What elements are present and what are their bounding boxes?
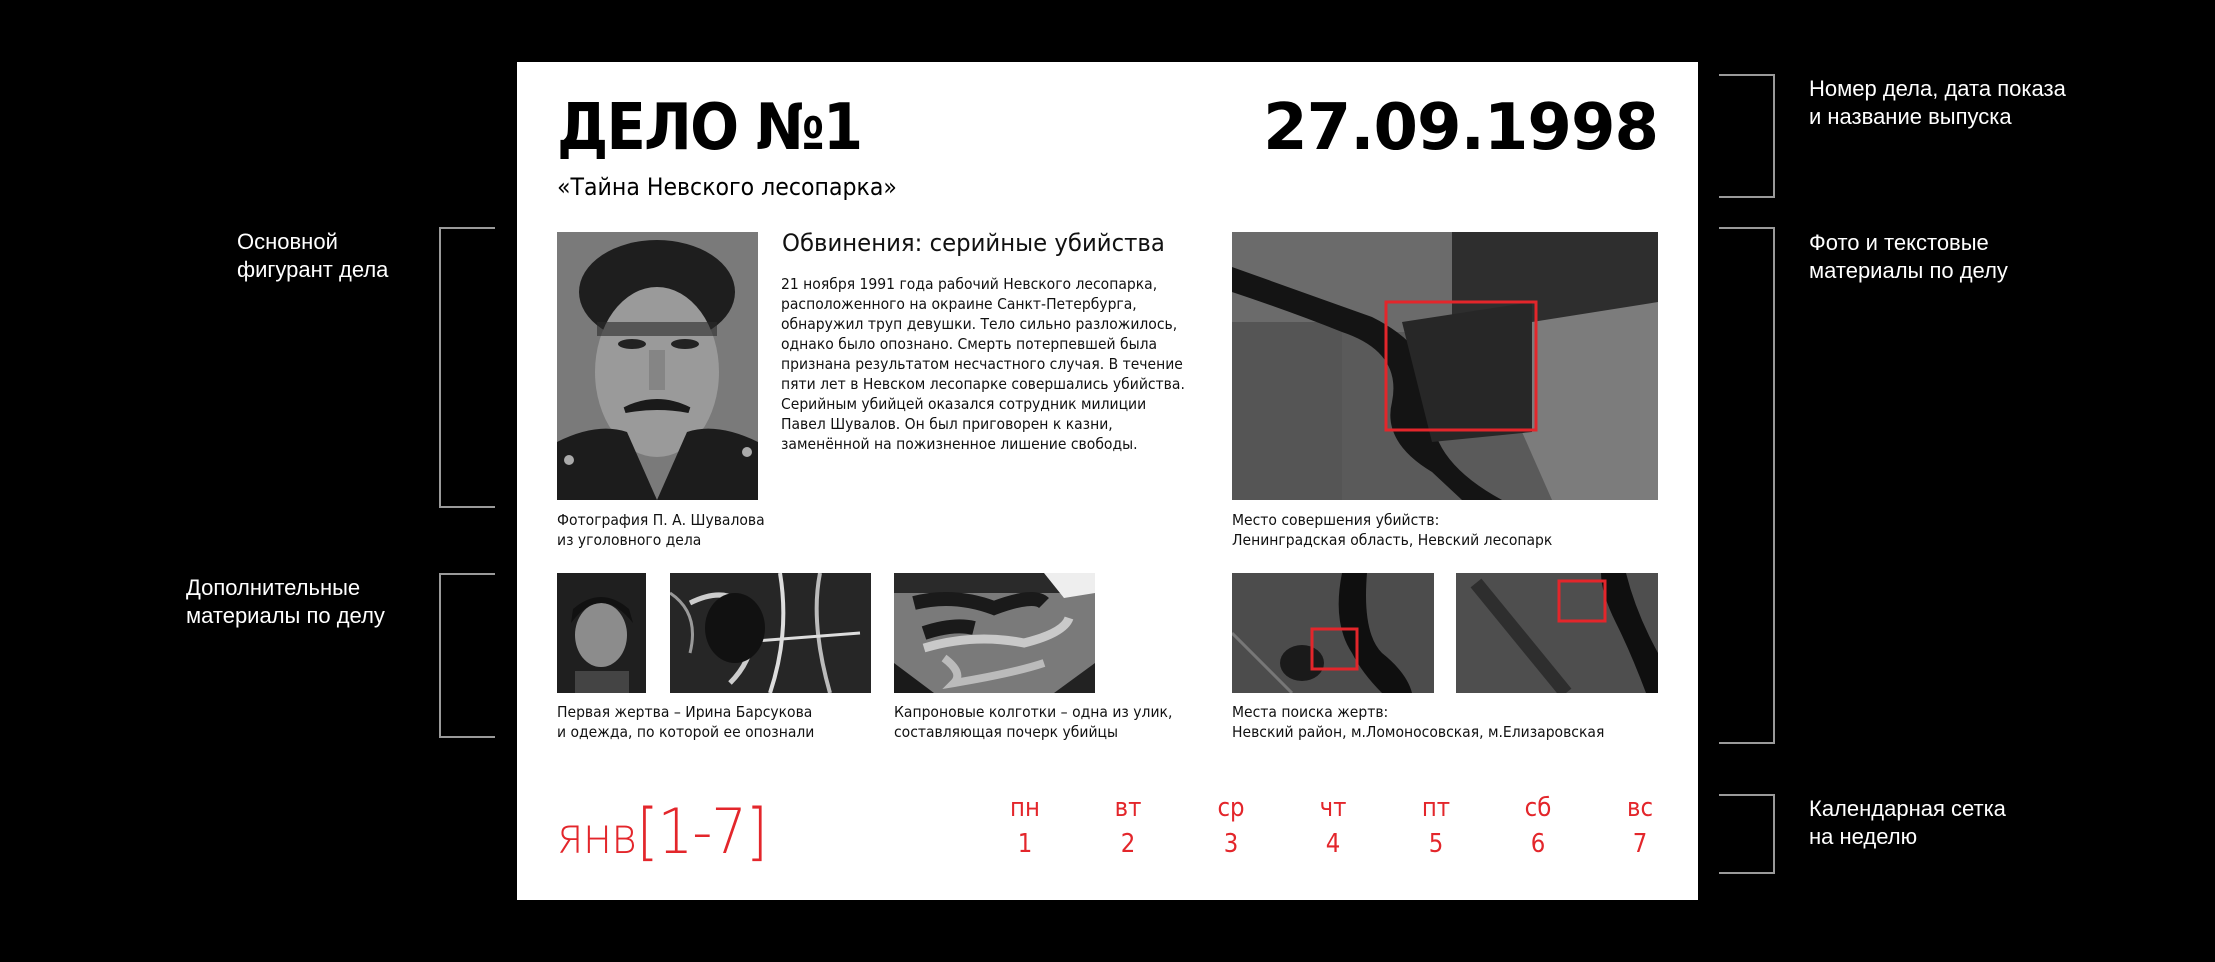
satellite-map-icon	[1456, 573, 1658, 693]
charges-line: 21 ноября 1991 года рабочий Невского лесопарка,	[781, 275, 1158, 293]
caption-line: из уголовного дела	[557, 531, 702, 549]
annotation-photo-text	[1809, 229, 2008, 285]
case-title: ДЕЛО №1	[557, 91, 862, 165]
charges-line: Павел Шувалов. Он был приговорен к казни,	[781, 415, 1113, 433]
victim-clothing-photo	[670, 573, 871, 693]
charges-title: Обвинения: серийные убийства	[782, 229, 1165, 257]
suspect-photo	[557, 232, 758, 500]
annotation-line: материалы по делу	[1809, 258, 2008, 283]
charges-line: обнаружил труп девушки. Тело сильно разложилось,	[781, 315, 1178, 333]
caption-line: составляющая почерк убийцы	[894, 723, 1119, 741]
day-number: 4	[1325, 829, 1341, 859]
charges-body	[781, 274, 1190, 454]
day-name: чт	[1319, 793, 1347, 823]
victim-photo	[557, 573, 646, 693]
caption-line: Невский район, м.Ломоносовская, м.Елизаровская	[1232, 723, 1605, 741]
calendar-day-thu[interactable]	[1307, 790, 1360, 862]
calendar-day-sun[interactable]	[1614, 790, 1667, 862]
charges-line: расположенного на окраине Санкт-Петербурга,	[781, 295, 1137, 313]
caption-line: Места поиска жертв:	[1232, 703, 1389, 721]
charges-line: однако было опознано. Смерть потерпевшей была	[781, 335, 1158, 353]
day-name: ср	[1217, 793, 1245, 823]
day-number: 3	[1223, 829, 1239, 859]
calendar-month	[557, 795, 767, 868]
bracket-calendar	[1719, 794, 1775, 874]
day-name: пт	[1421, 793, 1451, 823]
annotation-line: Календарная сетка	[1809, 796, 2006, 821]
air-date: 27.09.1998	[1263, 91, 1658, 165]
calendar-day-fri[interactable]	[1410, 790, 1463, 862]
calendar-range: [1-7]	[636, 795, 767, 868]
annotation-line: материалы по делу	[186, 603, 385, 628]
search-maps-caption	[1232, 702, 1604, 742]
clothing-evidence-icon	[670, 573, 871, 693]
satellite-map-icon	[1232, 573, 1434, 693]
day-number: 1	[1017, 829, 1033, 859]
calendar-month-label: янв	[557, 807, 637, 865]
caption-line: Ленинградская область, Невский лесопарк	[1232, 531, 1553, 549]
case-card	[517, 62, 1698, 900]
portrait-photo-icon	[557, 232, 758, 500]
annotation-line: Номер дела, дата показа	[1809, 76, 2066, 101]
annotation-header	[1809, 75, 2066, 131]
victim-caption	[557, 702, 814, 742]
annotation-main-suspect	[237, 228, 388, 284]
calendar-day-tue[interactable]	[1102, 790, 1155, 862]
day-number: 5	[1428, 829, 1444, 859]
annotation-line: фигурант дела	[237, 257, 389, 282]
calendar-day-mon[interactable]	[999, 790, 1052, 862]
suspect-photo-caption	[557, 510, 765, 550]
victim-portrait-icon	[557, 573, 646, 693]
search-map-lomonosovskaya	[1232, 573, 1434, 693]
day-name: вс	[1626, 793, 1654, 823]
evidence-caption	[894, 702, 1172, 742]
bracket-photo-text	[1719, 227, 1775, 744]
crime-map-caption	[1232, 510, 1552, 550]
caption-line: Первая жертва – Ирина Барсукова	[557, 703, 813, 721]
day-number: 6	[1530, 829, 1546, 859]
charges-line: признана результатом несчастного случая. В течение	[781, 355, 1183, 373]
day-number: 7	[1632, 829, 1648, 859]
annotation-additional-materials	[186, 574, 385, 630]
charges-line: пяти лет в Невском лесопарке совершались убийства.	[781, 375, 1185, 393]
caption-line: и одежда, по которой ее опознали	[557, 723, 815, 741]
annotation-calendar	[1809, 795, 2006, 851]
day-name: вт	[1114, 793, 1142, 823]
annotation-line: Фото и текстовые	[1809, 230, 1989, 255]
case-subtitle: «Тайна Невского лесопарка»	[557, 173, 897, 201]
bracket-header	[1719, 74, 1775, 198]
calendar-day-sat[interactable]	[1512, 790, 1565, 862]
day-name: пн	[1010, 793, 1040, 823]
bracket-additional-materials	[439, 573, 495, 738]
satellite-map-icon	[1232, 232, 1658, 500]
search-map-elizarovskaya	[1456, 573, 1658, 693]
annotation-line: на неделю	[1809, 824, 1918, 849]
charges-line: заменённой на пожизненное лишение свободы.	[781, 435, 1138, 453]
day-number: 2	[1120, 829, 1136, 859]
calendar-day-wed[interactable]	[1205, 790, 1258, 862]
annotation-line: и название выпуска	[1809, 104, 2012, 129]
crime-scene-map	[1232, 232, 1658, 500]
bracket-main-suspect	[439, 227, 495, 508]
caption-line: Капроновые колготки – одна из улик,	[894, 703, 1173, 721]
evidence-photo	[894, 573, 1095, 693]
annotation-line: Основной	[237, 229, 338, 254]
annotation-line: Дополнительные	[186, 575, 361, 600]
charges-line: Серийным убийцей оказался сотрудник милиции	[781, 395, 1147, 413]
stockings-evidence-icon	[894, 573, 1095, 693]
caption-line: Фотография П. А. Шувалова	[557, 511, 765, 529]
caption-line: Место совершения убийств:	[1232, 511, 1440, 529]
day-name: сб	[1524, 793, 1552, 823]
